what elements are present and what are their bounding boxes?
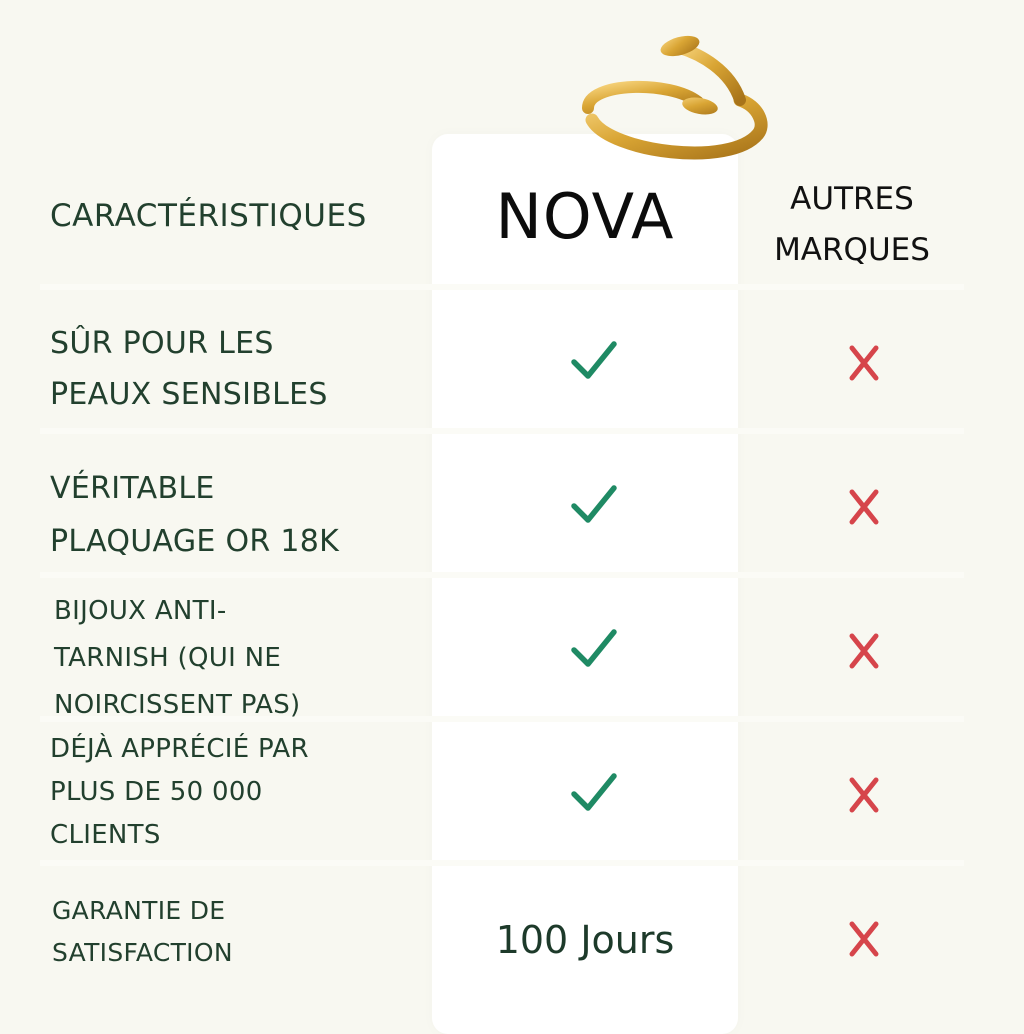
feature-label-line: NOIRCISSENT PAS) bbox=[54, 690, 301, 720]
cross-icon bbox=[842, 484, 886, 528]
feature-label-anti-tarnish bbox=[54, 588, 300, 729]
features-heading: CARACTÉRISTIQUES bbox=[50, 198, 367, 234]
other-brands-line-2: MARQUES bbox=[774, 232, 930, 268]
check-icon bbox=[568, 770, 620, 814]
feature-label-sensitive-skin bbox=[50, 318, 328, 420]
cross-icon bbox=[842, 340, 886, 384]
gold-hug-ring-icon bbox=[580, 30, 770, 170]
row-divider bbox=[40, 860, 964, 866]
feature-label-gold-plating bbox=[50, 462, 339, 568]
feature-label-line: CLIENTS bbox=[50, 820, 161, 850]
feature-label-customers bbox=[50, 728, 309, 857]
cross-icon bbox=[842, 772, 886, 816]
row-divider bbox=[40, 284, 964, 290]
guarantee-duration: 100 Jours bbox=[495, 918, 675, 962]
check-icon bbox=[568, 626, 620, 670]
row-divider bbox=[40, 428, 964, 434]
feature-label-line: SÛR POUR LES bbox=[50, 326, 274, 361]
feature-label-line: PLAQUAGE OR 18K bbox=[50, 524, 340, 559]
nova-column bbox=[432, 134, 738, 1034]
other-brands-heading bbox=[752, 174, 952, 276]
feature-label-line: DÉJÀ APPRÉCIÉ PAR bbox=[50, 734, 309, 764]
feature-label-line: BIJOUX ANTI- bbox=[54, 596, 227, 626]
feature-label-line: VÉRITABLE bbox=[50, 471, 215, 506]
feature-label-line: TARNISH (QUI NE bbox=[54, 643, 282, 673]
feature-label-guarantee bbox=[52, 890, 233, 974]
cross-icon bbox=[842, 916, 886, 960]
row-divider bbox=[40, 572, 964, 578]
feature-label-line: GARANTIE DE bbox=[52, 896, 226, 925]
cross-icon bbox=[842, 628, 886, 672]
other-brands-line-1: AUTRES bbox=[790, 181, 914, 217]
check-icon bbox=[568, 482, 620, 526]
feature-label-line: PEAUX SENSIBLES bbox=[50, 377, 328, 412]
check-icon bbox=[568, 338, 620, 382]
feature-label-line: SATISFACTION bbox=[52, 938, 233, 967]
feature-label-line: PLUS DE 50 000 bbox=[50, 777, 263, 807]
nova-brand-heading: NOVA bbox=[495, 180, 675, 253]
